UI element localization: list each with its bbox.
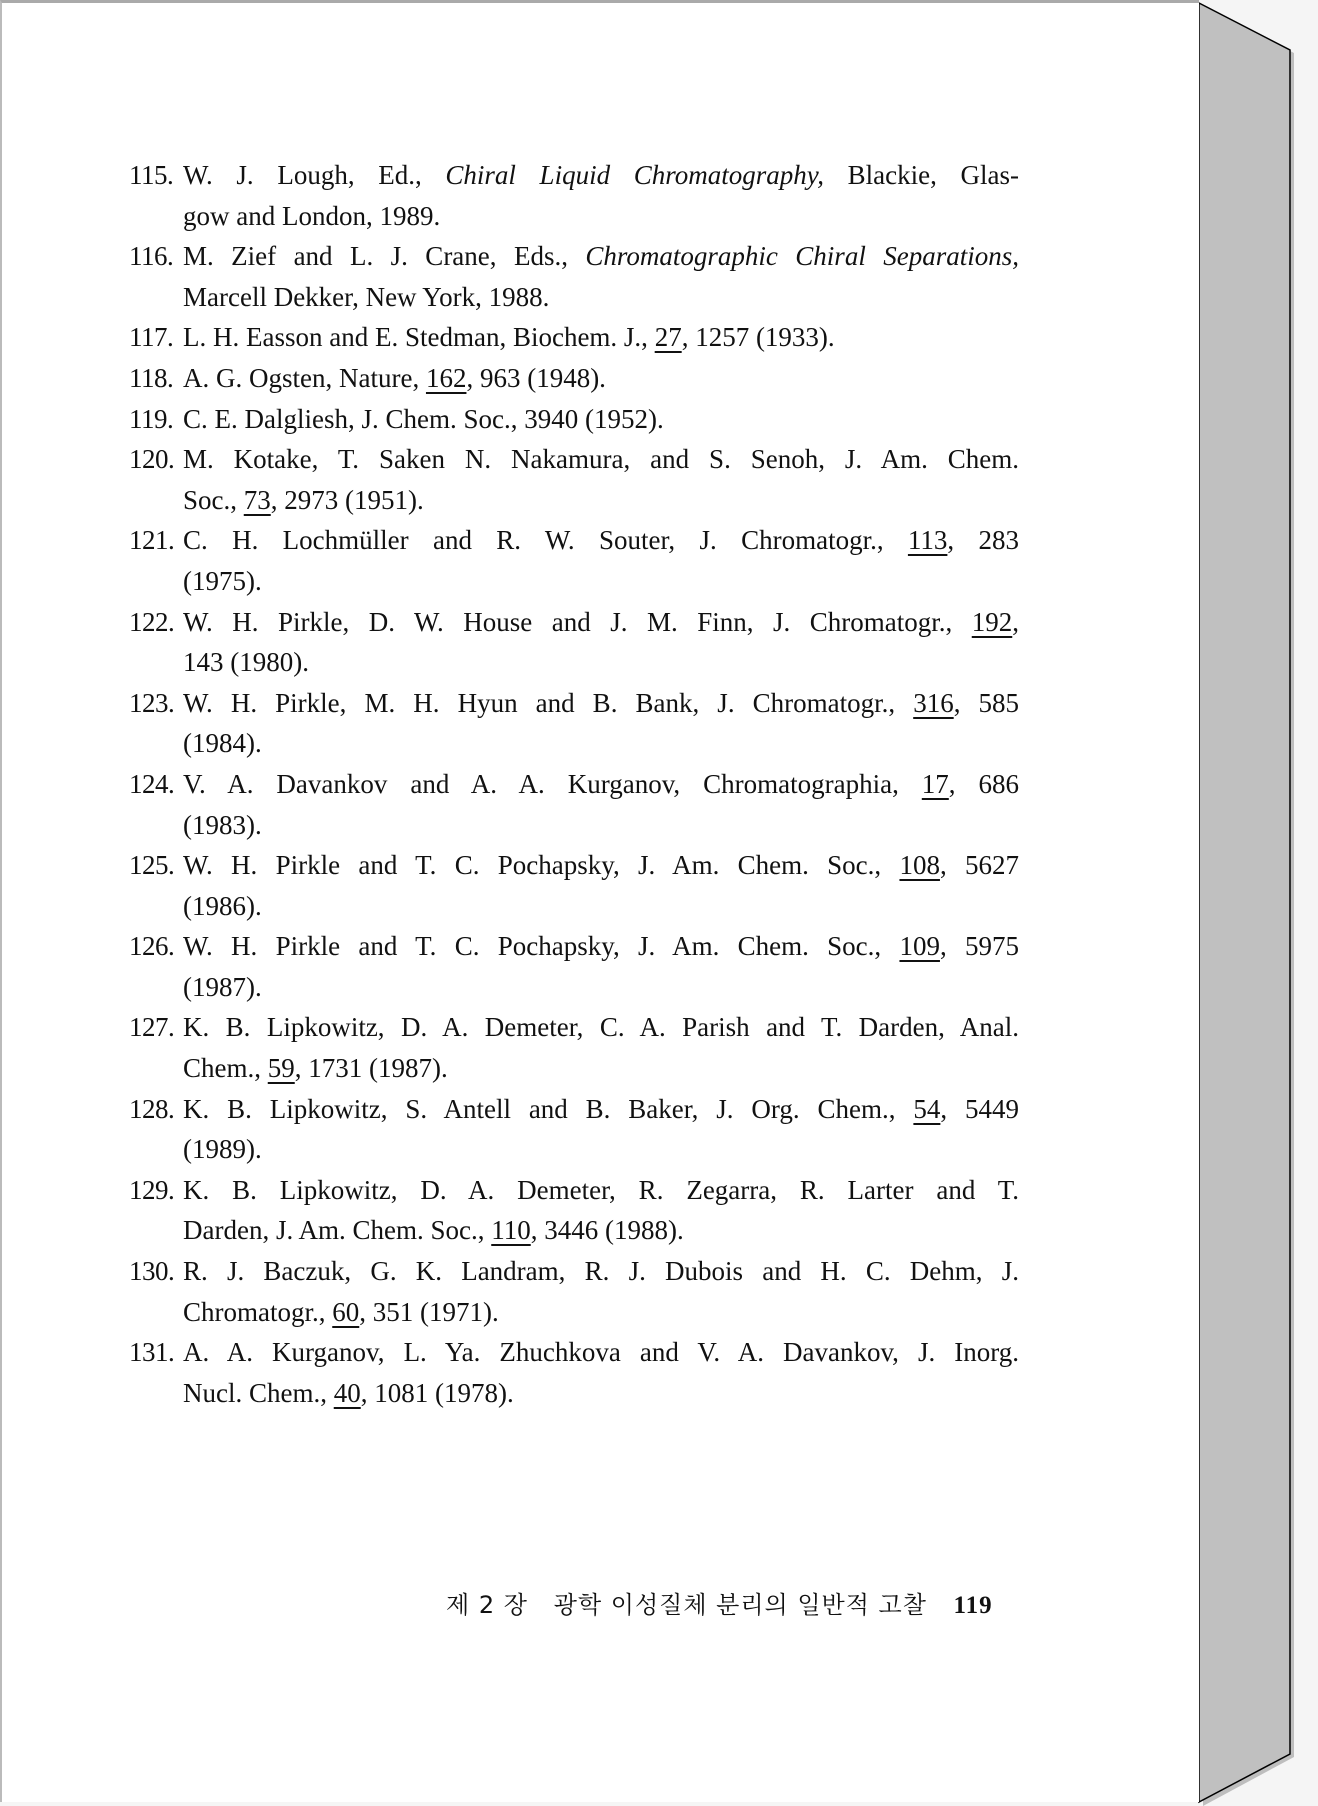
reference-text: Chem., (183, 1053, 268, 1084)
reference-number: 121. (129, 525, 175, 556)
reference-text: A. A. Kurganov, L. Ya. Zhuchkova and V. A. Davankov, J. Inorg. (183, 1337, 1019, 1368)
reference-number: 118. (129, 362, 174, 393)
reference-number: 123. (129, 687, 175, 718)
reference-text: , 963 (1948). (466, 362, 606, 393)
reference-line (183, 1373, 1019, 1414)
volume-number: 27 (654, 322, 682, 353)
reference-list (129, 155, 1019, 1413)
reference-text: M. Zief and L. J. Crane, Eds., (183, 241, 586, 272)
reference-text: A. G. Ogsten, Nature, (183, 362, 426, 393)
reference-entry (129, 520, 1019, 601)
reference-line (183, 1210, 1019, 1251)
reference-line (183, 805, 1019, 846)
reference-line (183, 196, 1019, 237)
reference-text: , 5975 (939, 931, 1019, 962)
reference-text: K. B. Lipkowitz, D. A. Demeter, C. A. Parish and T. Darden, Anal. (183, 1012, 1019, 1043)
reference-text: W. H. Pirkle and T. C. Pochapsky, J. Am. Chem. Soc., (183, 931, 900, 962)
reference-line (183, 277, 1019, 318)
reference-line (183, 520, 1019, 561)
reference-text: (1989). (183, 1134, 262, 1165)
reference-number: 115. (129, 160, 174, 190)
reference-line (183, 155, 1019, 196)
reference-text: Marcell Dekker, New York, 1988. (183, 281, 550, 312)
reference-entry (129, 155, 1019, 236)
reference-text: , 3446 (1988). (530, 1215, 684, 1246)
reference-line (183, 1007, 1019, 1048)
reference-entry (129, 602, 1019, 683)
reference-line (183, 236, 1019, 277)
reference-line (183, 1332, 1019, 1373)
reference-line (183, 439, 1019, 480)
page-footer (446, 1585, 993, 1620)
reference-entry (129, 683, 1019, 764)
reference-entry (129, 1007, 1019, 1088)
reference-line (183, 886, 1019, 927)
reference-number: 117. (129, 322, 174, 353)
volume-number: 73 (243, 484, 271, 515)
reference-entry (129, 1170, 1019, 1251)
reference-text: M. Kotake, T. Saken N. Nakamura, and S. Senoh, J. Am. Chem. (183, 444, 1019, 475)
reference-line (183, 1251, 1019, 1292)
reference-number: 122. (129, 606, 175, 637)
reference-number: 127. (129, 1012, 175, 1043)
reference-number: 124. (129, 768, 175, 799)
reference-number: 126. (129, 931, 175, 962)
reference-entry (129, 439, 1019, 520)
volume-number: 60 (332, 1296, 360, 1327)
volume-number: 110 (491, 1215, 531, 1246)
reference-entry (129, 317, 1019, 358)
reference-text: , 5449 (940, 1093, 1020, 1124)
volume-number: 54 (913, 1093, 941, 1124)
reference-line (183, 480, 1019, 521)
reference-text: R. J. Baczuk, G. K. Landram, R. J. Dubois and H. C. Dehm, J. (183, 1256, 1019, 1287)
reference-line (183, 764, 1019, 805)
reference-line (183, 561, 1019, 602)
reference-text: (1987). (183, 971, 262, 1002)
reference-number: 130. (129, 1256, 175, 1287)
reference-line (183, 1129, 1019, 1170)
reference-text: , (1012, 606, 1019, 637)
reference-text: W. H. Pirkle and T. C. Pochapsky, J. Am. Chem. Soc., (183, 850, 900, 881)
reference-text: Blackie, Glas- (824, 160, 1020, 190)
reference-text: Chromatogr., (183, 1296, 333, 1327)
reference-text: (1983). (183, 809, 262, 840)
volume-number: 59 (267, 1053, 295, 1084)
reference-line (183, 358, 1019, 399)
reference-line (183, 967, 1019, 1008)
reference-line (183, 1048, 1019, 1089)
reference-text: Nucl. Chem., (183, 1377, 334, 1408)
book-title: Chromatographic Chiral Separations, (585, 241, 1019, 272)
volume-number: 40 (333, 1377, 361, 1408)
reference-line (183, 1292, 1019, 1333)
volume-number: 109 (899, 931, 940, 962)
reference-text: W. J. Lough, Ed., (183, 160, 446, 190)
reference-line (183, 1089, 1019, 1130)
reference-line (183, 642, 1019, 683)
volume-number: 316 (913, 687, 954, 718)
volume-number: 192 (971, 606, 1013, 637)
reference-text: , 351 (1971). (359, 1296, 499, 1327)
reference-entry (129, 926, 1019, 1007)
reference-text: , 686 (948, 768, 1019, 799)
reference-text: W. H. Pirkle, M. H. Hyun and B. Bank, J. Chromatogr., (183, 687, 914, 718)
reference-line (183, 683, 1019, 724)
reference-entry (129, 358, 1019, 399)
chapter-title: 광학 이성질체 분리의 일반적 고찰 (553, 1591, 927, 1619)
reference-number: 131. (129, 1337, 175, 1368)
reference-line (183, 845, 1019, 886)
reference-text: W. H. Pirkle, D. W. House and J. M. Finn, J. Chromatogr., (183, 606, 972, 637)
reference-text: C. E. Dalgliesh, J. Chem. Soc., 3940 (1952). (183, 403, 664, 434)
reference-line (183, 1170, 1019, 1211)
reference-entry (129, 236, 1019, 317)
reference-text: , 5627 (939, 850, 1019, 881)
reference-number: 119. (129, 403, 174, 434)
reference-line (183, 602, 1019, 643)
reference-text: , 2973 (1951). (270, 484, 424, 515)
volume-number: 162 (425, 362, 467, 393)
volume-number: 113 (907, 525, 948, 556)
reference-text: Soc., (183, 484, 244, 515)
reference-text: (1975). (183, 565, 262, 596)
chapter-label: 제 2 장 (446, 1591, 528, 1619)
reference-text: (1984). (183, 728, 262, 759)
reference-line (183, 926, 1019, 967)
reference-entry (129, 1251, 1019, 1332)
reference-text: L. H. Easson and E. Stedman, Biochem. J., (183, 322, 655, 353)
page-number: 119 (953, 1592, 993, 1619)
reference-text: K. B. Lipkowitz, S. Antell and B. Baker, J. Org. Chem., (183, 1093, 914, 1124)
reference-entry (129, 1332, 1019, 1413)
reference-line (183, 399, 1019, 440)
reference-text: (1986). (183, 890, 262, 921)
reference-text: C. H. Lochmüller and R. W. Souter, J. Chromatogr., (183, 525, 908, 556)
reference-text: V. A. Davankov and A. A. Kurganov, Chromatographia, (183, 768, 922, 799)
reference-text: , 585 (953, 687, 1020, 718)
reference-text: , 1731 (1987). (294, 1053, 448, 1084)
reference-line (183, 723, 1019, 764)
reference-number: 128. (129, 1093, 175, 1124)
reference-number: 120. (129, 444, 175, 475)
reference-text: Darden, J. Am. Chem. Soc., (183, 1215, 492, 1246)
reference-text: 143 (1980). (183, 647, 309, 678)
volume-number: 108 (899, 850, 940, 881)
book-title: Chiral Liquid Chromatography, (445, 160, 824, 190)
volume-number: 17 (921, 768, 949, 799)
reference-text: , 1081 (1978). (360, 1377, 514, 1408)
reference-number: 129. (129, 1174, 175, 1205)
reference-text: , 283 (947, 525, 1019, 556)
reference-entry (129, 845, 1019, 926)
reference-entry (129, 399, 1019, 440)
reference-text: , 1257 (1933). (681, 322, 835, 353)
reference-line (183, 317, 1019, 358)
reference-entry (129, 1089, 1019, 1170)
reference-number: 125. (129, 850, 175, 881)
reference-entry (129, 764, 1019, 845)
reference-text: gow and London, 1989. (183, 200, 441, 231)
reference-text: K. B. Lipkowitz, D. A. Demeter, R. Zegarra, R. Larter and T. (183, 1174, 1019, 1205)
reference-number: 116. (129, 241, 174, 272)
